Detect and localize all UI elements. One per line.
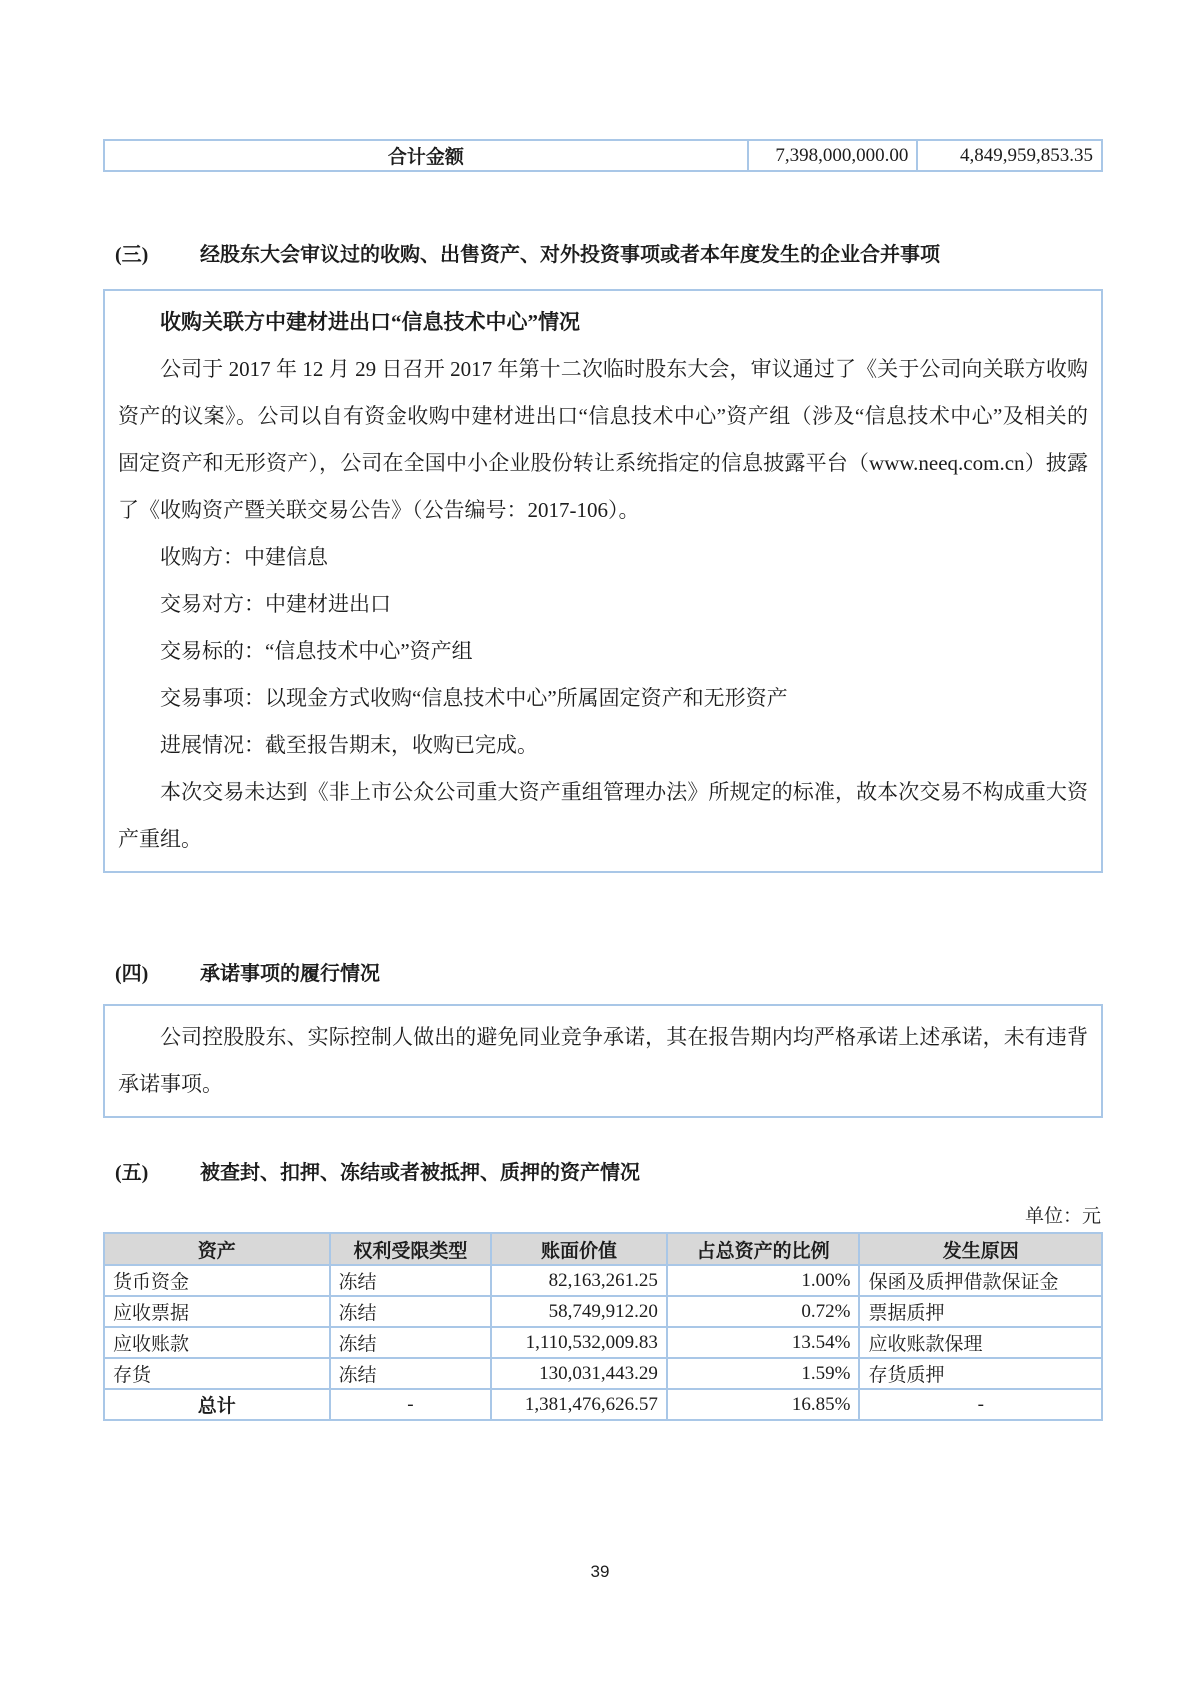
header-cell: 权利受限类型 xyxy=(330,1233,492,1265)
unit-note: 单位：元 xyxy=(1024,1206,1101,1227)
table-cell: 总计 xyxy=(104,1389,330,1420)
total-amount-table xyxy=(103,139,1103,172)
page-number: 39 xyxy=(590,1562,610,1581)
table-cell: 合计金额 xyxy=(104,140,748,171)
section-4-box xyxy=(103,1004,1103,1118)
section-4-title: 承诺事项的履行情况 xyxy=(200,963,380,985)
table-cell: 应收票据 xyxy=(104,1296,330,1327)
transaction-matter-line: 交易事项：以现金方式收购“信息技术中心”所属固定资产和无形资产 xyxy=(160,686,788,710)
table-cell: 冻结 xyxy=(330,1358,492,1389)
table-cell: 冻结 xyxy=(330,1296,492,1327)
table-cell: 存货质押 xyxy=(859,1358,1102,1389)
table-row xyxy=(104,1358,1102,1389)
header-cell: 发生原因 xyxy=(859,1233,1102,1265)
table-cell: 货币资金 xyxy=(104,1265,330,1296)
table-cell: - xyxy=(859,1389,1102,1420)
restricted-assets-table xyxy=(103,1232,1103,1421)
table-total-row xyxy=(104,1389,1102,1420)
section-4-heading xyxy=(103,957,1103,986)
section-3-box xyxy=(103,289,1103,873)
acquirer-line: 收购方：中建信息 xyxy=(160,545,328,569)
table-cell: 4,849,959,853.35 xyxy=(917,140,1102,171)
section-5-heading xyxy=(103,1156,1103,1185)
table-cell: 存货 xyxy=(104,1358,330,1389)
table-cell: 1.00% xyxy=(667,1265,860,1296)
table-cell: 7,398,000,000.00 xyxy=(748,140,918,171)
section-5-label: (五) xyxy=(115,1162,149,1184)
table-cell: 16.85% xyxy=(667,1389,860,1420)
table-cell: 82,163,261.25 xyxy=(491,1265,667,1296)
section-5-title: 被查封、扣押、冻结或者被抵押、质押的资产情况 xyxy=(200,1162,640,1184)
table-row xyxy=(104,1327,1102,1358)
counterparty-line: 交易对方：中建材进出口 xyxy=(160,592,391,616)
header-cell: 账面价值 xyxy=(491,1233,667,1265)
table-cell: 130,031,443.29 xyxy=(491,1358,667,1389)
table-cell: 13.54% xyxy=(667,1327,860,1358)
acquisition-paragraph: 公司于 2017 年 12 月 29 日召开 2017 年第十二次临时股东大会，审议通过了《关于公司向关联方收购资产的议案》。公司以自有资金收购中建材进出口“信息技术中心”资产组（涉及“信息技术中心”及相关的固定资产和无形资产），公司在全国中小企业股份转让系统指定的信息披露平台（www.neeq.com.cn）披露了《收购资产暨关联交易公告》（公告编号：2017-106）。 xyxy=(118,357,1088,522)
table-cell: 1,381,476,626.57 xyxy=(491,1389,667,1420)
acquisition-subtitle: 收购关联方中建材进出口“信息技术中心”情况 xyxy=(160,310,580,334)
section-3-title: 经股东大会审议过的收购、出售资产、对外投资事项或者本年度发生的企业合并事项 xyxy=(200,244,940,266)
table-cell: 保函及质押借款保证金 xyxy=(859,1265,1102,1296)
table-cell: 冻结 xyxy=(330,1265,492,1296)
header-cell: 占总资产的比例 xyxy=(667,1233,860,1265)
page-content xyxy=(103,0,1103,1421)
table-cell: 应收账款保理 xyxy=(859,1327,1102,1358)
table-cell: 0.72% xyxy=(667,1296,860,1327)
restructuring-note-paragraph: 本次交易未达到《非上市公众公司重大资产重组管理办法》所规定的标准，故本次交易不构成重大资产重组。 xyxy=(118,780,1088,851)
table-cell: 应收账款 xyxy=(104,1327,330,1358)
progress-line: 进展情况：截至报告期末，收购已完成。 xyxy=(160,733,538,757)
table-cell: 58,749,912.20 xyxy=(491,1296,667,1327)
table-header-row xyxy=(104,1233,1102,1265)
table-cell: 1,110,532,009.83 xyxy=(491,1327,667,1358)
section-3-heading xyxy=(103,238,1103,267)
table-row xyxy=(104,1265,1102,1296)
table-cell: 票据质押 xyxy=(859,1296,1102,1327)
table-cell: 1.59% xyxy=(667,1358,860,1389)
section-3-label: (三) xyxy=(115,244,149,266)
table-cell: 冻结 xyxy=(330,1327,492,1358)
table-row xyxy=(104,1296,1102,1327)
table-row xyxy=(104,140,1102,171)
table-cell: - xyxy=(330,1389,492,1420)
commitment-paragraph: 公司控股股东、实际控制人做出的避免同业竞争承诺，其在报告期内均严格承诺上述承诺，未有违背承诺事项。 xyxy=(118,1025,1088,1096)
section-4-label: (四) xyxy=(115,963,149,985)
header-cell: 资产 xyxy=(104,1233,330,1265)
transaction-target-line: 交易标的：“信息技术中心”资产组 xyxy=(160,639,473,663)
